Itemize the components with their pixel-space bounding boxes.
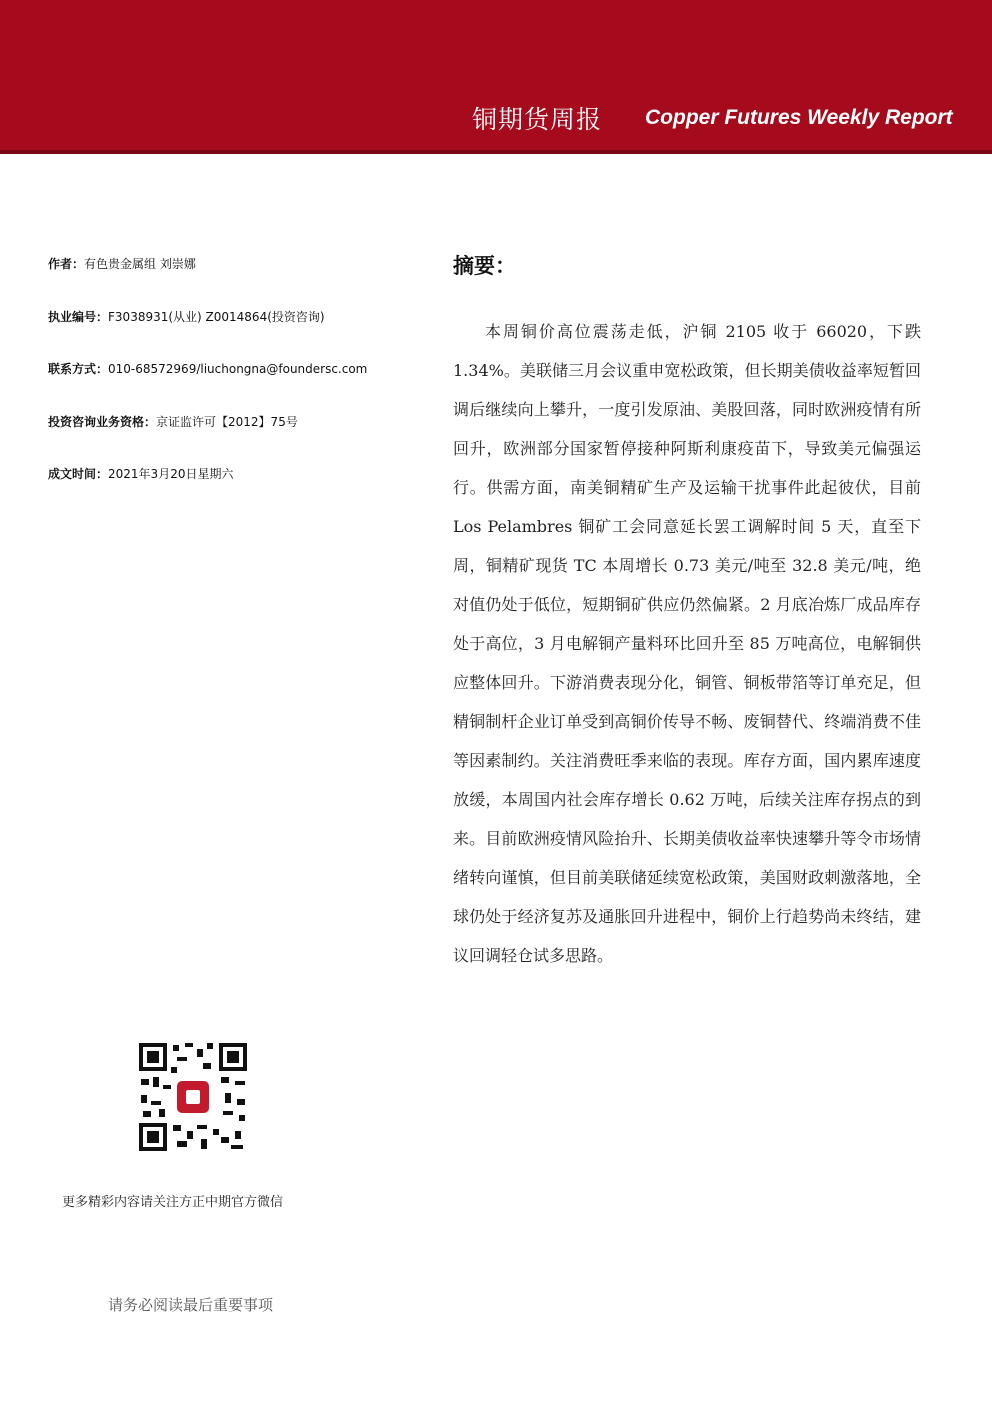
meta-label: 联系方式：	[48, 362, 109, 376]
author-row	[48, 256, 428, 309]
meta-value: 010-68572969/liuchongna@foundersc.com	[108, 362, 368, 376]
qr-code-icon	[137, 1041, 249, 1153]
meta-label: 成文时间：	[48, 467, 109, 481]
report-title-cn: 铜期货周报	[472, 105, 603, 134]
license-row	[48, 309, 428, 362]
header-divider	[0, 150, 992, 154]
qualification-row	[48, 414, 428, 467]
qr-caption: 更多精彩内容请关注方正中期官方微信	[62, 1195, 284, 1210]
report-title-en: Copper Futures Weekly Report	[645, 106, 953, 129]
summary-heading: 摘要：	[453, 254, 516, 278]
important-notice: 请务必阅读最后重要事项	[108, 1296, 274, 1314]
report-header-banner	[0, 0, 992, 150]
meta-label: 执业编号：	[48, 309, 109, 324]
contact-row	[48, 361, 428, 414]
date-row	[48, 466, 428, 519]
meta-label: 作者：	[48, 257, 85, 271]
summary-text: 本周铜价高位震荡走低，沪铜 2105 收于 66020，下跌 1.34%。美联储三月会议重申宽松政策，但长期美债收益率短暂回调后继续向上攀升，一度引发原油、美股回落，同时欧洲疫情有所回升，欧洲部分国家暂停接种阿斯利康疫苗下，导致美元偏强运行。供需方面，南美铜精矿生产及运输干扰事件此起彼伏，目前 Los Pelambres 铜矿工会同意延长罢工调解时间 5 天，直至下周，铜精矿现货 TC 本周增长 0.73 美元/吨至 32.8 美元/吨，绝对值仍处于低位，短期铜矿供应仍然偏紧。2 月底冶炼厂成品库存处于高位，3 月电解铜产量料环比回升至 85 万吨高位，电解铜供应整体回升。下游消费表现分化，铜管、铜板带箔等订单充足，但精铜制杆企业订单受到高铜价传导不畅、废铜替代、终端消费不佳等因素制约。关注消费旺季来临的表现。库存方面，国内累库速度放缓，本周国内社会库存增长 0.62 万吨，后续关注库存拐点的到来。目前欧洲疫情风险抬升、长期美债收益率快速攀升等令市场情绪转向谨慎，但目前美联储延续宽松政策，美国财政刺激落地，全球仍处于经济复苏及通胀回升进程中，铜价上行趋势尚未终结，建议回调轻仓试多思路。	[453, 322, 921, 965]
meta-value: 京证监许可【2012】75号	[156, 414, 298, 429]
meta-value: 有色贵金属组 刘崇娜	[84, 257, 196, 271]
meta-value: 2021年3月20日星期六	[108, 467, 234, 481]
meta-label: 投资咨询业务资格：	[48, 414, 157, 429]
author-info	[48, 256, 428, 519]
meta-value: F3038931(从业) Z0014864(投资咨询)	[108, 309, 325, 324]
